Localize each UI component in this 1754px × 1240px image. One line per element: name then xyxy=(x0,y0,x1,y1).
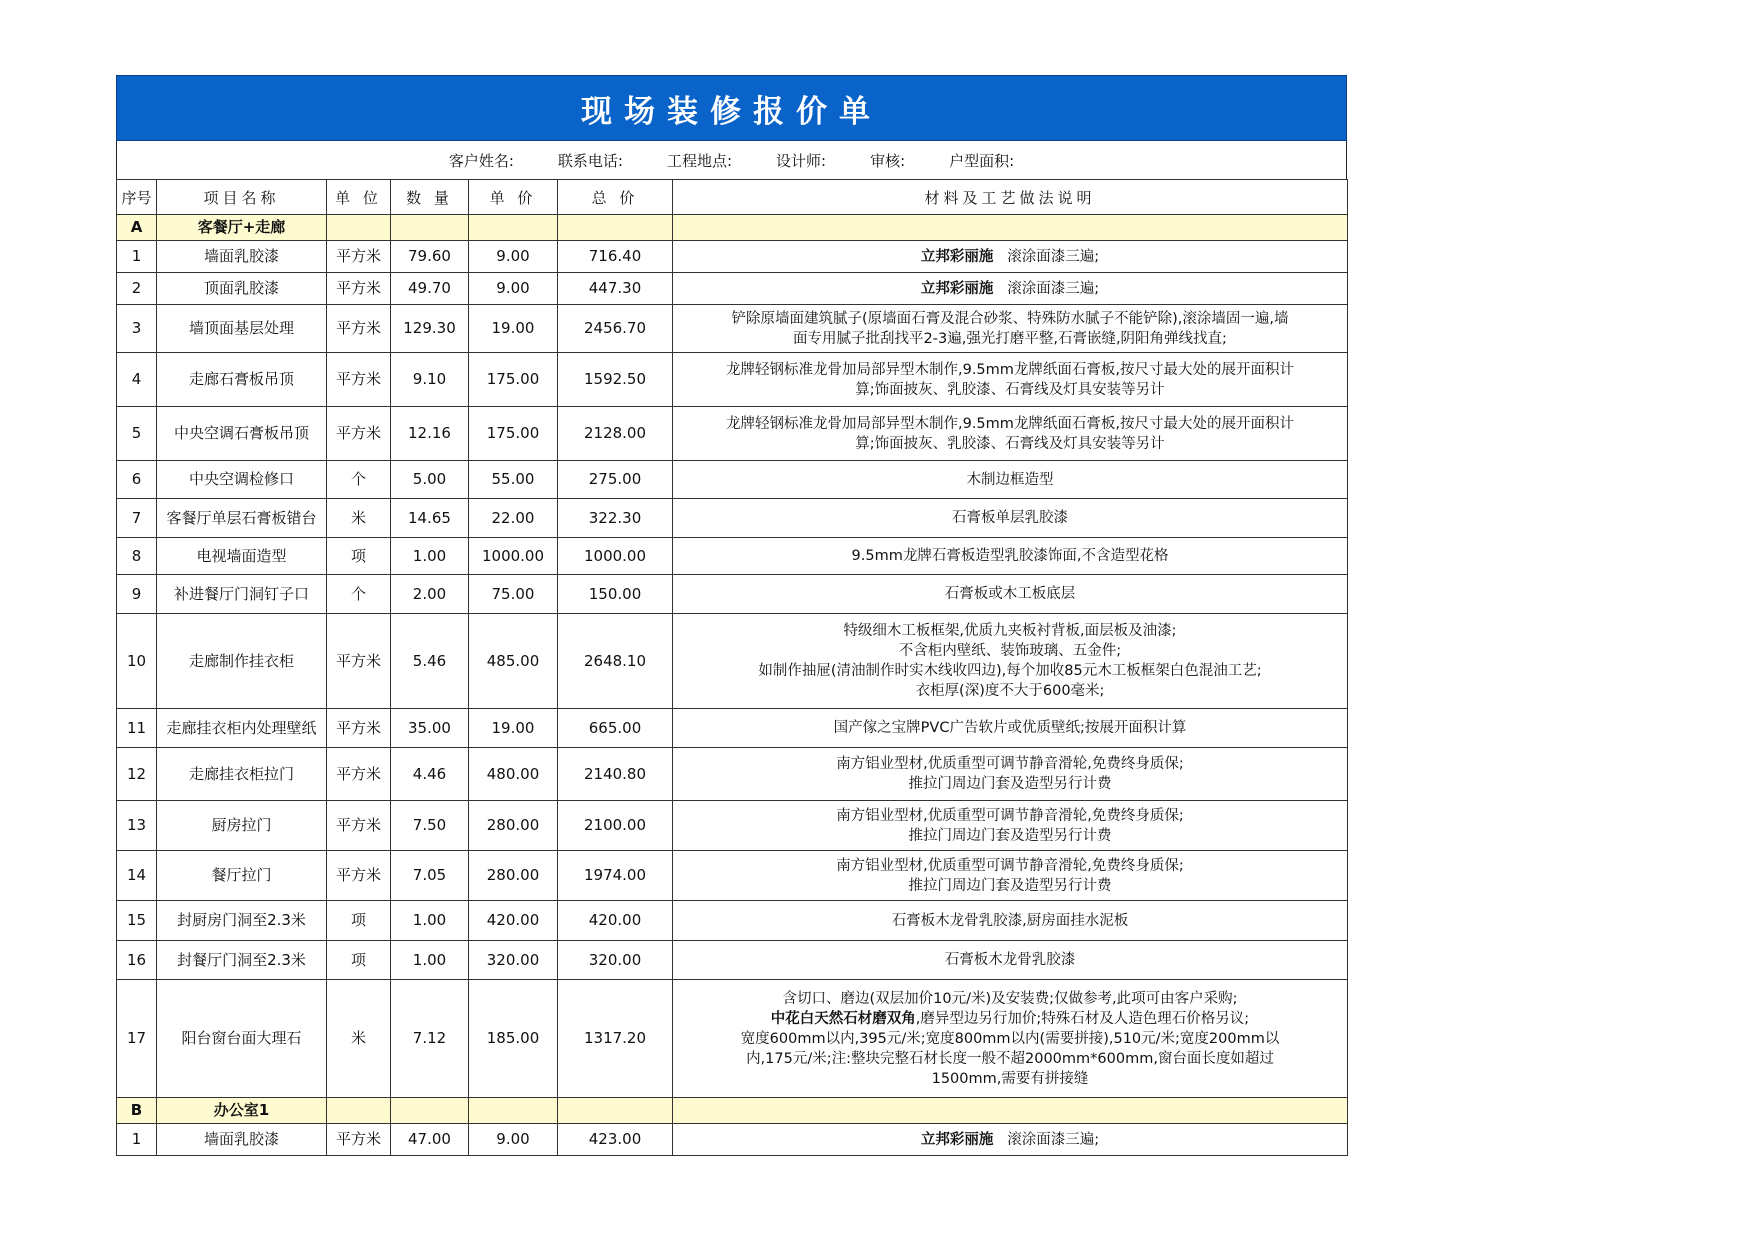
row-total: 320.00 xyxy=(558,941,673,980)
meta-reviewer: 审核: xyxy=(870,151,906,170)
row-name: 墙面乳胶漆 xyxy=(157,241,327,273)
desc-text: 算;饰面披灰、乳胶漆、石膏线及灯具安装等另计 xyxy=(855,381,1165,398)
desc-line xyxy=(675,826,1345,846)
row-no: 2 xyxy=(117,273,157,305)
row-unit: 平方米 xyxy=(327,851,391,901)
row-name: 中央空调石膏板吊顶 xyxy=(157,407,327,461)
row-no: 5 xyxy=(117,407,157,461)
desc-text: 推拉门周边门套及造型另行计费 xyxy=(908,776,1112,792)
row-desc xyxy=(673,901,1348,941)
table-row xyxy=(117,538,1348,575)
desc-line xyxy=(675,1069,1345,1089)
row-desc xyxy=(673,941,1348,980)
section-empty-cell xyxy=(673,215,1348,241)
row-unit: 项 xyxy=(327,901,391,941)
desc-text: 石膏板或木工板底层 xyxy=(944,586,1076,602)
desc-line xyxy=(675,247,1345,267)
row-name: 走廊挂衣柜内处理壁纸 xyxy=(157,709,327,748)
desc-bold-text: 立邦彩丽施 xyxy=(920,1131,994,1148)
row-qty: 5.46 xyxy=(391,614,469,709)
table-row xyxy=(117,901,1348,941)
desc-line xyxy=(675,470,1345,490)
col-header-desc: 材料及工艺做法说明 xyxy=(673,180,1348,215)
row-total: 1592.50 xyxy=(558,353,673,407)
row-price: 9.00 xyxy=(469,273,558,305)
row-name: 走廊石膏板吊顶 xyxy=(157,353,327,407)
desc-line xyxy=(675,806,1345,826)
row-qty: 79.60 xyxy=(391,241,469,273)
section-empty-cell xyxy=(558,215,673,241)
row-name: 墙面乳胶漆 xyxy=(157,1124,327,1156)
desc-text: 滚涂面漆三遍; xyxy=(993,1131,1100,1148)
desc-line xyxy=(675,1130,1345,1150)
table-row xyxy=(117,241,1348,273)
row-desc xyxy=(673,748,1348,801)
row-no: 12 xyxy=(117,748,157,801)
desc-line xyxy=(675,1009,1345,1029)
table-row xyxy=(117,801,1348,851)
row-desc xyxy=(673,353,1348,407)
row-no: 16 xyxy=(117,941,157,980)
row-unit: 平方米 xyxy=(327,709,391,748)
row-unit: 平方米 xyxy=(327,801,391,851)
desc-text: 宽度600mm以内,395元/米;宽度800mm以内(需要拼接),510元/米;宽度200mm以 xyxy=(740,1030,1280,1047)
desc-line xyxy=(675,950,1345,970)
row-qty: 4.46 xyxy=(391,748,469,801)
desc-text: 衣柜厚(深)度不大于600毫米; xyxy=(915,683,1105,699)
desc-text: 推拉门周边门套及造型另行计费 xyxy=(908,877,1112,894)
row-unit: 米 xyxy=(327,980,391,1098)
row-price: 485.00 xyxy=(469,614,558,709)
row-unit: 平方米 xyxy=(327,353,391,407)
section-code: B xyxy=(117,1098,157,1124)
row-no: 15 xyxy=(117,901,157,941)
col-header-unit: 单 位 xyxy=(327,180,391,215)
desc-line xyxy=(675,641,1345,661)
row-name: 餐厅拉门 xyxy=(157,851,327,901)
table-row xyxy=(117,499,1348,538)
row-no: 8 xyxy=(117,538,157,575)
row-name: 走廊挂衣柜拉门 xyxy=(157,748,327,801)
row-price: 19.00 xyxy=(469,305,558,353)
row-desc xyxy=(673,575,1348,614)
row-total: 1000.00 xyxy=(558,538,673,575)
desc-line xyxy=(675,718,1345,738)
header-row xyxy=(117,180,1348,215)
row-unit: 平方米 xyxy=(327,273,391,305)
row-no: 4 xyxy=(117,353,157,407)
row-name: 阳台窗台面大理石 xyxy=(157,980,327,1098)
desc-text: 面专用腻子批刮找平2-3遍,强光打磨平整,石膏嵌缝,阴阳角弹线找直; xyxy=(793,330,1227,347)
row-unit: 项 xyxy=(327,538,391,575)
row-desc xyxy=(673,499,1348,538)
table-body xyxy=(117,215,1348,1156)
desc-text: 滚涂面漆三遍; xyxy=(993,248,1100,265)
desc-bold-text: 立邦彩丽施 xyxy=(920,280,994,297)
row-price: 75.00 xyxy=(469,575,558,614)
row-desc xyxy=(673,1124,1348,1156)
table-row xyxy=(117,980,1348,1098)
desc-text: 9.5mm龙牌石膏板造型乳胶漆饰面,不含造型花格 xyxy=(851,548,1169,564)
section-empty-cell xyxy=(469,215,558,241)
row-no: 11 xyxy=(117,709,157,748)
row-name: 封餐厅门洞至2.3米 xyxy=(157,941,327,980)
row-desc xyxy=(673,801,1348,851)
row-qty: 14.65 xyxy=(391,499,469,538)
table-row xyxy=(117,305,1348,353)
desc-text: 龙牌轻钢标准龙骨加局部异型木制作,9.5mm龙牌纸面石膏板,按尺寸最大处的展开面积计 xyxy=(725,415,1295,432)
row-price: 480.00 xyxy=(469,748,558,801)
row-price: 175.00 xyxy=(469,353,558,407)
row-desc xyxy=(673,980,1348,1098)
row-name: 走廊制作挂衣柜 xyxy=(157,614,327,709)
row-desc xyxy=(673,538,1348,575)
row-qty: 1.00 xyxy=(391,941,469,980)
table-row xyxy=(117,407,1348,461)
row-qty: 1.00 xyxy=(391,901,469,941)
desc-line xyxy=(675,360,1345,380)
desc-line xyxy=(675,508,1345,528)
row-name: 中央空调检修口 xyxy=(157,461,327,499)
row-total: 447.30 xyxy=(558,273,673,305)
quote-table xyxy=(116,179,1348,1156)
row-total: 2128.00 xyxy=(558,407,673,461)
row-no: 17 xyxy=(117,980,157,1098)
section-row xyxy=(117,1098,1348,1124)
table-row xyxy=(117,461,1348,499)
section-empty-cell xyxy=(673,1098,1348,1124)
row-total: 2456.70 xyxy=(558,305,673,353)
desc-line xyxy=(675,434,1345,454)
desc-line xyxy=(675,774,1345,794)
desc-line xyxy=(675,681,1345,701)
desc-text: 石膏板木龙骨乳胶漆,厨房面挂水泥板 xyxy=(891,912,1129,929)
section-empty-cell xyxy=(391,1098,469,1124)
row-total: 2140.80 xyxy=(558,748,673,801)
row-name: 厨房拉门 xyxy=(157,801,327,851)
meta-location: 工程地点: xyxy=(666,151,732,170)
row-price: 9.00 xyxy=(469,241,558,273)
row-price: 280.00 xyxy=(469,801,558,851)
col-header-name: 项目名称 xyxy=(157,180,327,215)
table-row xyxy=(117,709,1348,748)
page-title: 现场装修报价单 xyxy=(581,93,882,130)
row-price: 9.00 xyxy=(469,1124,558,1156)
row-qty: 5.00 xyxy=(391,461,469,499)
desc-line xyxy=(675,546,1345,566)
row-qty: 7.50 xyxy=(391,801,469,851)
row-unit: 个 xyxy=(327,461,391,499)
row-desc xyxy=(673,709,1348,748)
row-qty: 2.00 xyxy=(391,575,469,614)
row-name: 封厨房门洞至2.3米 xyxy=(157,901,327,941)
desc-text: 木制边框造型 xyxy=(966,471,1054,488)
desc-line xyxy=(675,754,1345,774)
row-no: 14 xyxy=(117,851,157,901)
row-name: 客餐厅单层石膏板错台 xyxy=(157,499,327,538)
row-unit: 平方米 xyxy=(327,305,391,353)
row-desc xyxy=(673,273,1348,305)
row-no: 1 xyxy=(117,241,157,273)
row-no: 7 xyxy=(117,499,157,538)
table-row xyxy=(117,614,1348,709)
row-total: 665.00 xyxy=(558,709,673,748)
meta-phone: 联系电话: xyxy=(557,151,623,170)
desc-text: 内,175元/米;注:整块完整石材长度一般不超2000mm*600mm,窗台面长度如超过 xyxy=(746,1050,1274,1067)
row-no: 1 xyxy=(117,1124,157,1156)
desc-text: 特级细木工板框架,优质九夹板衬背板,面层板及油漆; xyxy=(843,623,1177,639)
desc-text: 石膏板木龙骨乳胶漆 xyxy=(944,952,1076,968)
row-no: 13 xyxy=(117,801,157,851)
row-total: 420.00 xyxy=(558,901,673,941)
row-total: 1317.20 xyxy=(558,980,673,1098)
section-row xyxy=(117,215,1348,241)
desc-line xyxy=(675,279,1345,299)
table-row xyxy=(117,575,1348,614)
table-row xyxy=(117,1124,1348,1156)
table-row xyxy=(117,748,1348,801)
desc-text: 1500mm,需要有拼接缝 xyxy=(931,1070,1089,1087)
row-unit: 项 xyxy=(327,941,391,980)
col-header-total: 总 价 xyxy=(558,180,673,215)
row-qty: 35.00 xyxy=(391,709,469,748)
row-desc xyxy=(673,851,1348,901)
row-unit: 米 xyxy=(327,499,391,538)
table-row xyxy=(117,273,1348,305)
title-bar xyxy=(116,75,1347,141)
desc-text: 南方铝业型材,优质重型可调节静音滑轮,免费终身质保; xyxy=(836,807,1184,824)
row-total: 423.00 xyxy=(558,1124,673,1156)
table-row xyxy=(117,353,1348,407)
meta-area: 户型面积: xyxy=(949,151,1015,170)
table-row xyxy=(117,941,1348,980)
row-desc xyxy=(673,241,1348,273)
row-total: 275.00 xyxy=(558,461,673,499)
row-name: 顶面乳胶漆 xyxy=(157,273,327,305)
desc-text: ,磨异型边另行加价;特殊石材及人造色理石价格另议; xyxy=(915,1010,1250,1027)
col-header-qty: 数 量 xyxy=(391,180,469,215)
desc-line xyxy=(675,911,1345,931)
desc-line xyxy=(675,856,1345,876)
desc-line xyxy=(675,1049,1345,1069)
row-qty: 129.30 xyxy=(391,305,469,353)
customer-info-row xyxy=(116,141,1347,179)
row-qty: 49.70 xyxy=(391,273,469,305)
section-name: 办公室1 xyxy=(157,1098,327,1124)
desc-line xyxy=(675,621,1345,641)
row-total: 322.30 xyxy=(558,499,673,538)
row-price: 1000.00 xyxy=(469,538,558,575)
col-header-no: 序号 xyxy=(117,180,157,215)
row-price: 320.00 xyxy=(469,941,558,980)
row-qty: 12.16 xyxy=(391,407,469,461)
row-unit: 平方米 xyxy=(327,1124,391,1156)
desc-line xyxy=(675,989,1345,1009)
table-row xyxy=(117,851,1348,901)
desc-text: 铲除原墙面建筑腻子(原墙面石膏及混合砂浆、特殊防水腻子不能铲除),滚涂墙固一遍,墙 xyxy=(731,310,1289,327)
desc-text: 推拉门周边门套及造型另行计费 xyxy=(908,827,1112,844)
section-name: 客餐厅+走廊 xyxy=(157,215,327,241)
row-no: 10 xyxy=(117,614,157,709)
desc-text: 算;饰面披灰、乳胶漆、石膏线及灯具安装等另计 xyxy=(855,435,1165,452)
desc-text: 龙牌轻钢标准龙骨加局部异型木制作,9.5mm龙牌纸面石膏板,按尺寸最大处的展开面积计 xyxy=(725,361,1295,378)
row-no: 3 xyxy=(117,305,157,353)
row-qty: 7.05 xyxy=(391,851,469,901)
row-total: 716.40 xyxy=(558,241,673,273)
row-desc xyxy=(673,407,1348,461)
row-price: 22.00 xyxy=(469,499,558,538)
desc-text: 南方铝业型材,优质重型可调节静音滑轮,免费终身质保; xyxy=(836,857,1184,874)
row-total: 2100.00 xyxy=(558,801,673,851)
row-desc xyxy=(673,614,1348,709)
row-price: 420.00 xyxy=(469,901,558,941)
section-empty-cell xyxy=(327,215,391,241)
row-no: 6 xyxy=(117,461,157,499)
row-unit: 平方米 xyxy=(327,241,391,273)
row-no: 9 xyxy=(117,575,157,614)
desc-text: 国产傢之宝牌PVC广告软片或优质壁纸;按展开面积计算 xyxy=(833,720,1187,736)
row-unit: 个 xyxy=(327,575,391,614)
quote-sheet xyxy=(116,75,1347,1156)
section-empty-cell xyxy=(558,1098,673,1124)
desc-line xyxy=(675,414,1345,434)
row-name: 墙顶面基层处理 xyxy=(157,305,327,353)
meta-designer: 设计师: xyxy=(776,151,827,170)
col-header-price: 单 价 xyxy=(469,180,558,215)
row-qty: 9.10 xyxy=(391,353,469,407)
row-qty: 1.00 xyxy=(391,538,469,575)
desc-line xyxy=(675,329,1345,349)
row-total: 150.00 xyxy=(558,575,673,614)
desc-line xyxy=(675,380,1345,400)
row-total: 2648.10 xyxy=(558,614,673,709)
desc-line xyxy=(675,584,1345,604)
meta-customer-name: 客户姓名: xyxy=(448,151,514,170)
desc-text: 石膏板单层乳胶漆 xyxy=(952,510,1068,526)
desc-bold-text: 中花白天然石材磨双角 xyxy=(770,1010,916,1027)
section-empty-cell xyxy=(469,1098,558,1124)
row-desc xyxy=(673,305,1348,353)
desc-text: 含切口、磨边(双层加价10元/米)及安装费;仅做参考,此项可由客户采购; xyxy=(782,990,1238,1007)
row-qty: 47.00 xyxy=(391,1124,469,1156)
row-unit: 平方米 xyxy=(327,614,391,709)
desc-line xyxy=(675,661,1345,681)
row-unit: 平方米 xyxy=(327,407,391,461)
desc-line xyxy=(675,309,1345,329)
row-price: 19.00 xyxy=(469,709,558,748)
row-unit: 平方米 xyxy=(327,748,391,801)
row-price: 280.00 xyxy=(469,851,558,901)
desc-line xyxy=(675,876,1345,896)
row-qty: 7.12 xyxy=(391,980,469,1098)
desc-text: 南方铝业型材,优质重型可调节静音滑轮,免费终身质保; xyxy=(836,756,1184,772)
row-name: 补进餐厅门洞钉子口 xyxy=(157,575,327,614)
row-total: 1974.00 xyxy=(558,851,673,901)
row-desc xyxy=(673,461,1348,499)
section-empty-cell xyxy=(391,215,469,241)
desc-bold-text: 立邦彩丽施 xyxy=(920,248,994,265)
row-price: 55.00 xyxy=(469,461,558,499)
row-price: 185.00 xyxy=(469,980,558,1098)
desc-text: 不含柜内壁纸、装饰玻璃、五金件; xyxy=(898,643,1122,659)
row-price: 175.00 xyxy=(469,407,558,461)
desc-line xyxy=(675,1029,1345,1049)
section-empty-cell xyxy=(327,1098,391,1124)
desc-text: 如制作抽屉(清油制作时实木线收四边),每个加收85元木工板框架白色混油工艺; xyxy=(758,663,1262,679)
desc-text: 滚涂面漆三遍; xyxy=(993,280,1100,297)
section-code: A xyxy=(117,215,157,241)
row-name: 电视墙面造型 xyxy=(157,538,327,575)
